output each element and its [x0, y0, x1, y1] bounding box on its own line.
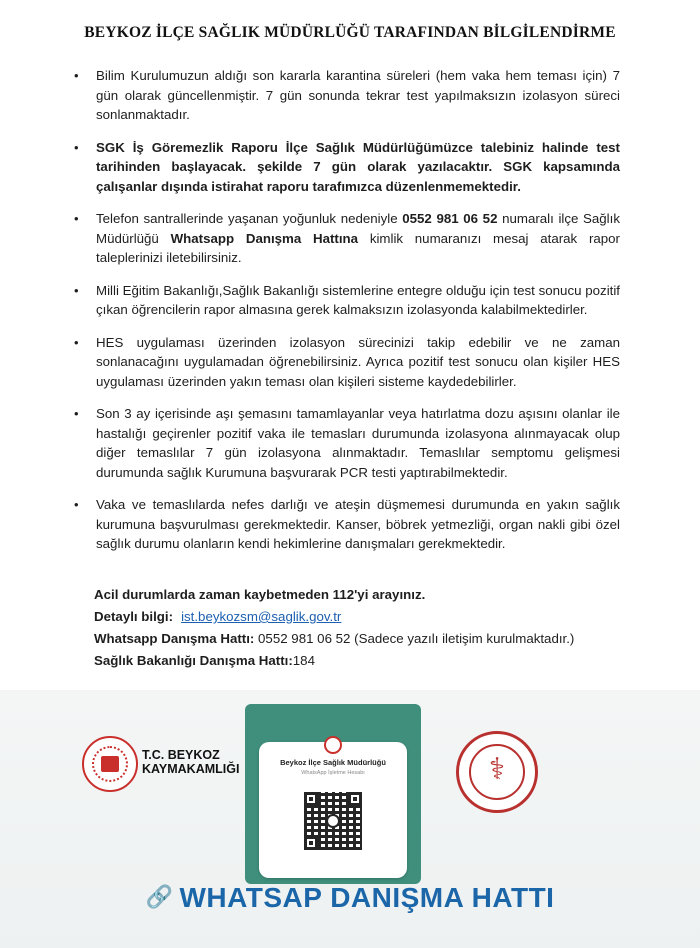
bullet-text: Son 3 ay içerisinde aşı şemasını tamamlayanlar veya hatırlatma dozu aşısını olanlar ile hastalığı geçirenler pozitif vaka ile temasları durumunda izolasyona alınmayacak olup diğer temaslılar 7 gün izolasyona alınmaktadır. Temaslılar semptomu gelişmesi durumunda sağlık Kurumuna başvurarak PCR testi yaptırabilmektedir. [96, 406, 620, 480]
list-item [74, 66, 620, 125]
bullet-text: kimlik numaranızı mesaj atarak rapor taleplerinizi iletebilirsiniz. [96, 230, 620, 265]
phone-number: 0552 981 06 52 [402, 211, 498, 226]
detail-line [94, 606, 634, 628]
whatsapp-line [94, 628, 634, 650]
ministry-label: Sağlık Bakanlığı Danışma Hattı: [94, 653, 293, 668]
bullet-icon: • [74, 68, 79, 83]
qr-code-icon[interactable] [304, 792, 362, 850]
list-item [74, 209, 620, 268]
bullet-text: numaralı ilçe Sağlık Müdürlüğü [96, 211, 620, 246]
district-seal-icon [82, 736, 138, 792]
whatsapp-card [245, 704, 421, 884]
link-icon: 🔗 [145, 884, 174, 909]
kaymakamlik-logo [82, 736, 242, 796]
card-title: Beykoz İlçe Sağlık Müdürlüğü [280, 758, 386, 767]
bullet-list [74, 66, 620, 567]
bullet-text: Milli Eğitim Bakanlığı,Sağlık Bakanlığı sistemlerine entegre olduğu için test sonucu pozitif çıkan öğrencilerin rapor almasına gerek kalmaksızın izolasyonda kalabilmektedirler. [96, 282, 620, 317]
ministry-line [94, 650, 634, 672]
bullet-icon: • [74, 211, 79, 226]
list-item [74, 404, 620, 482]
bullet-icon: • [74, 282, 79, 298]
list-item [74, 495, 620, 554]
whatsapp-banner[interactable] [0, 882, 700, 914]
card-subtitle: WhatsApp İşletme Hesabı [301, 770, 365, 776]
bullet-icon: • [74, 139, 79, 155]
logo-line-1: T.C. BEYKOZ [142, 748, 220, 762]
list-item [74, 281, 620, 320]
contact-block [94, 584, 634, 672]
whatsapp-business-card [259, 742, 407, 878]
whatsapp-line-name: Whatsapp Danışma Hattına [170, 230, 359, 246]
list-item [74, 138, 620, 197]
kaymakamlik-name [142, 748, 239, 776]
whatsapp-value: 0552 981 06 52 (Sadece yazılı iletişim kurulmaktadır.) [254, 631, 575, 646]
bullet-text: HES uygulaması üzerinden izolasyon sürecinizi takip edebilir ve ne zaman sonlanacağını uygulamadan öğrenebilirsiniz. Ayrıca pozitif test sonucu olan kişiler HES uygulaması üzerinden yakın teması olan kişileri sisteme kaydedebilirler. [96, 334, 620, 389]
banner-text: WHATSAP DANIŞMA HATTI [179, 882, 555, 913]
logo-line-2: KAYMAKAMLIĞI [142, 762, 240, 776]
bullet-text: Vaka ve temaslılarda nefes darlığı ve ateşin düşmemesi durumunda en yakın sağlık kurumuna başvurulması gerekmektedir. Kanser, böbrek yetmezliği, organ nakli gibi özel sağlık durumu olanların kendi hekimlerine danışmaları gerekmektedir. [96, 497, 620, 551]
bullet-text: Telefon santrallerinde yaşanan yoğunluk nedeniyle [96, 211, 403, 226]
emergency-notice: Acil durumlarda zaman kaybetmeden 112'yi arayınız. [94, 587, 426, 602]
ministry-value: 184 [292, 653, 315, 668]
bullet-icon: • [74, 497, 79, 512]
ministry-of-health-logo [456, 731, 538, 813]
bullet-bold-text: SGK İş Göremezlik Raporu İlçe Sağlık Müdürlüğümüzce talebiniz halinde test tarihinden başlayacak. şekilde 7 gün olarak yazılacaktır. SGK kapsamında çalışanlar dışında istirahat raporu tarafımızca düzenlenmemektedir. [96, 139, 620, 194]
bullet-text: Bilim Kurulumuzun aldığı son kararla karantina süreleri (hem vaka hem teması için) 7 gün olarak güncellenmiştir. 7 gün sonunda tekrar test yapılmaksızın izolasyon süreci sonlanmaktadır. [96, 68, 620, 122]
whatsapp-label: Whatsapp Danışma Hattı: [94, 631, 255, 646]
ministry-mini-logo-icon [324, 736, 342, 754]
caduceus-icon: ⚕ [488, 753, 506, 786]
detail-label: Detaylı bilgi: [94, 609, 174, 624]
whatsapp-icon [326, 814, 340, 828]
bullet-icon: • [74, 406, 79, 421]
page-title: BEYKOZ İLÇE SAĞLIK MÜDÜRLÜĞÜ TARAFINDAN BİLGİLENDİRME [84, 24, 616, 41]
bullet-icon: • [74, 334, 79, 350]
email-link[interactable]: ist.beykozsm@saglik.gov.tr [181, 609, 342, 624]
list-item [74, 333, 620, 392]
